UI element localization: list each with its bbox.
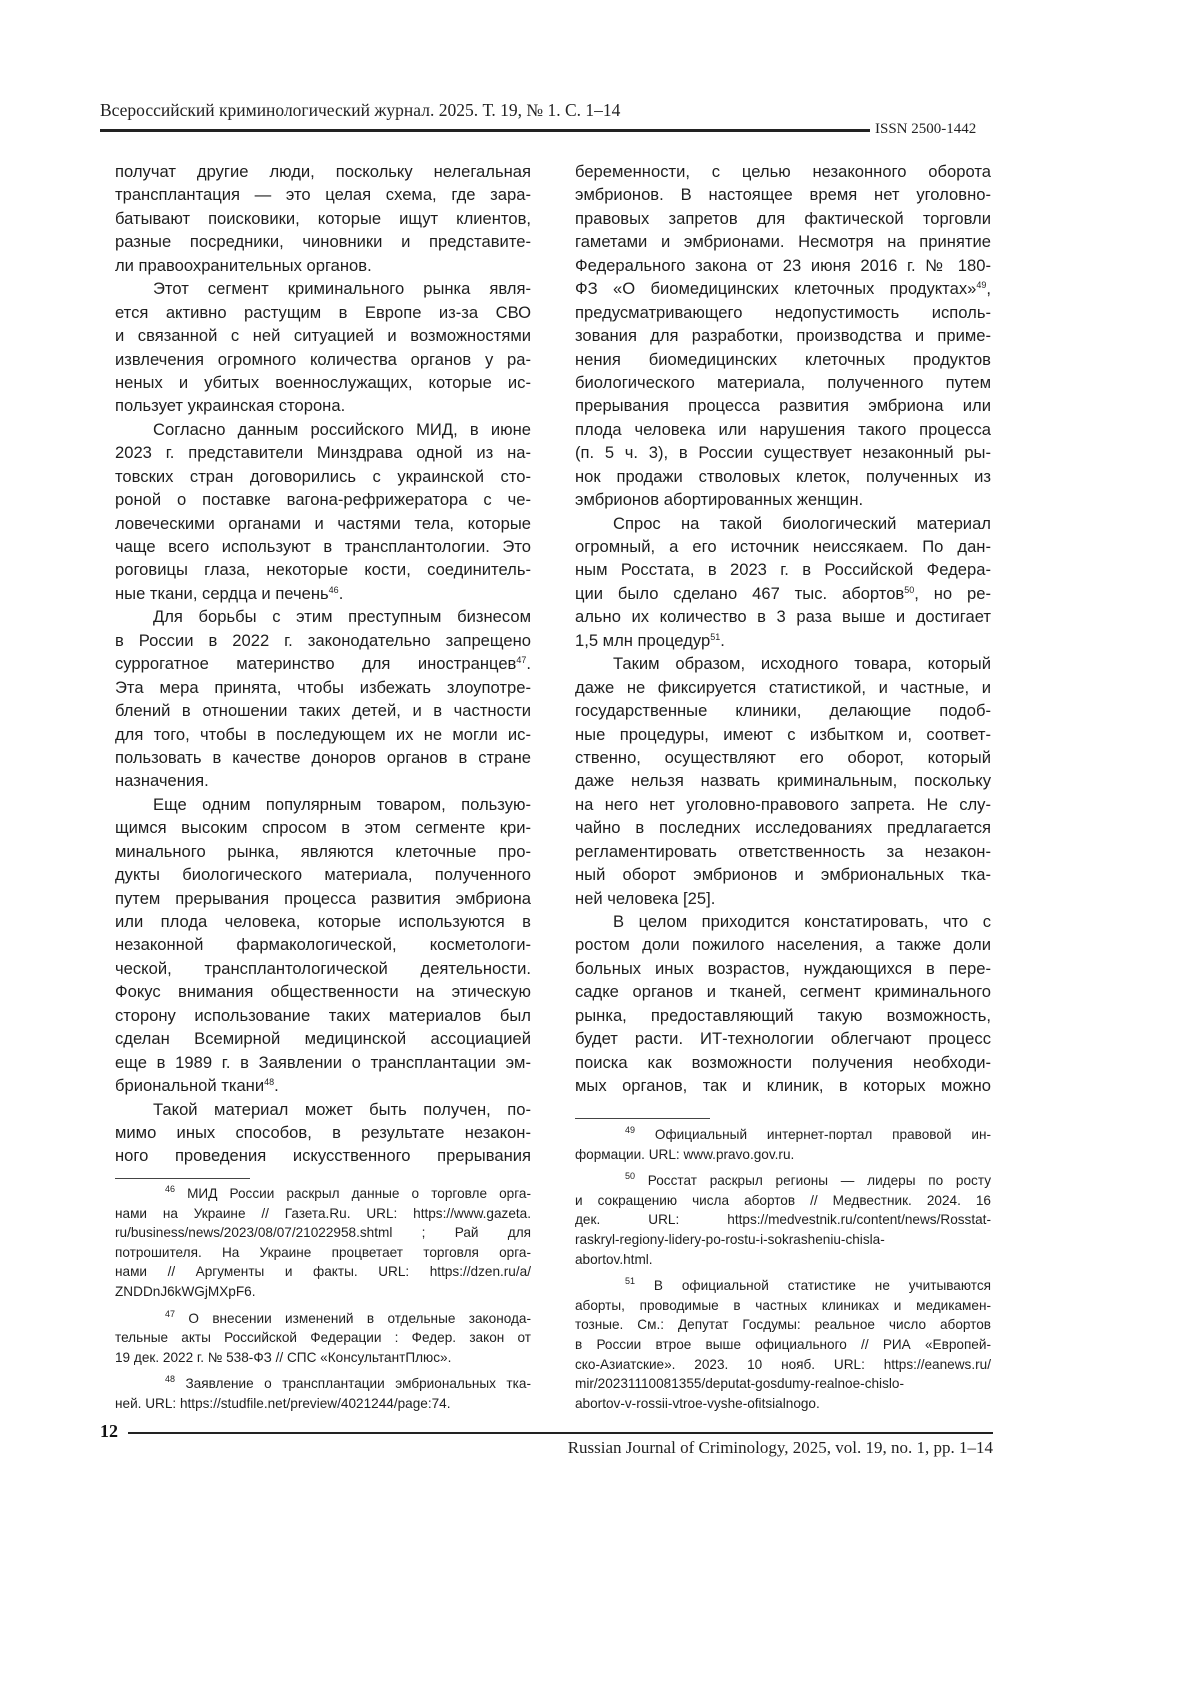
- footnote-line: [115, 1328, 531, 1348]
- text-line: [115, 582, 531, 605]
- footnote-text: abortov-v-rossii-vtroe-vyshe-ofitsialnogo.: [575, 1396, 820, 1411]
- text-line: предусматривающего недопустимость исполь-: [575, 301, 991, 324]
- paragraph: [115, 160, 531, 277]
- journal-footer-title: Russian Journal of Criminology, 2025, vol. 19, no. 1, pp. 1–14: [568, 1438, 993, 1458]
- text-line: путем прерывания процесса развития эмбриона: [115, 887, 531, 910]
- footnote-line: [575, 1250, 991, 1270]
- line-text: ФЗ «О биомедицинских клеточных продуктах»: [575, 279, 976, 298]
- footnote-text: Росстат раскрыл регионы — лидеры по росту: [648, 1173, 991, 1188]
- text-line: ного проведения искусственного прерывания: [115, 1144, 531, 1167]
- line-text: бриональной ткани: [115, 1076, 264, 1095]
- text-line: огромный, а его источник неиссякаем. По дан-: [575, 535, 991, 558]
- text-line: ростом доли пожилого населения, а также доли: [575, 933, 991, 956]
- footnote-text: МИД России раскрыл данные о торговле орга-: [187, 1186, 531, 1201]
- footnote: [575, 1125, 991, 1164]
- text-line: для того, чтобы в последующем их не могли ис-: [115, 723, 531, 746]
- footnote-text: потрошителя. На Украине процветает торговля орга-: [115, 1245, 531, 1260]
- text-line: эмбрионов абортированных женщин.: [575, 488, 991, 511]
- text-line: ли правоохранительных органов.: [115, 254, 531, 277]
- footnote-line: [575, 1191, 991, 1211]
- page-number: 12: [100, 1421, 118, 1442]
- line-text: , но ре-: [914, 584, 991, 603]
- text-line: товских стран договорились с украинской сто-: [115, 465, 531, 488]
- text-line: биологического материала, полученного путем: [575, 371, 991, 394]
- text-line: чаще всего используют в трансплантологии. Это: [115, 535, 531, 558]
- text-line: эмбрионов. В настоящее время нет уголовно-: [575, 183, 991, 206]
- paragraph: [115, 277, 531, 418]
- text-line: В целом приходится констатировать, что с: [575, 910, 991, 933]
- footnote-line: [115, 1204, 531, 1224]
- paragraph: [115, 1098, 531, 1168]
- text-line: 2023 г. представители Минздрава одной из на-: [115, 441, 531, 464]
- footnote-number: 48: [165, 1374, 175, 1384]
- text-line: гаметами и эмбрионами. Несмотря на принятие: [575, 230, 991, 253]
- text-line: трансплантация — это целая схема, где зара-: [115, 183, 531, 206]
- footnote-text: и сокращению числа абортов // Медвестник. 2024. 16: [575, 1193, 991, 1208]
- footnote-line: [575, 1335, 991, 1355]
- footnote: [115, 1184, 531, 1302]
- paragraph: [575, 512, 991, 653]
- paragraph: [115, 605, 531, 793]
- text-line: и связанной с ней ситуацией и возможностями: [115, 324, 531, 347]
- footnote-text: 19 дек. 2022 г. № 538-ФЗ // СПС «КонсультантПлюс».: [115, 1350, 451, 1365]
- paragraph: [575, 652, 991, 910]
- footnote-text: В официальной статистике не учитываются: [654, 1278, 991, 1293]
- line-text: .: [339, 584, 344, 603]
- text-line: [575, 277, 991, 300]
- text-line: больных иных возрастов, нуждающихся в пере-: [575, 957, 991, 980]
- text-line: минального рынка, являются клеточные про-: [115, 840, 531, 863]
- text-line: [575, 582, 991, 605]
- footnote-line: [575, 1145, 991, 1165]
- footer-rule: [128, 1432, 993, 1434]
- text-line: роговицы глаза, некоторые кости, соединитель-: [115, 558, 531, 581]
- text-line: дукты биологического материала, полученного: [115, 863, 531, 886]
- line-text: ции было сделано 467 тыс. абортов: [575, 584, 904, 603]
- footnote-ref: 49: [976, 280, 986, 290]
- footnote-text: Заявление о трансплантации эмбриональных тка-: [185, 1376, 531, 1391]
- footnote-line: [575, 1125, 991, 1145]
- text-line: неных и убитых военнослужащих, которые ис-: [115, 371, 531, 394]
- text-line: Согласно данным российского МИД, в июне: [115, 418, 531, 441]
- text-line: чайно в последних исследованиях предлагается: [575, 816, 991, 839]
- footnote-ref: 51: [710, 632, 720, 642]
- text-line: ется активно растущим в Европе из-за СВО: [115, 301, 531, 324]
- text-line: щимся высоким спросом в этом сегменте кри-: [115, 816, 531, 839]
- paragraph: [575, 160, 991, 512]
- text-line: Фокус внимания общественности на этическую: [115, 980, 531, 1003]
- footnote-text: О внесении изменений в отдельные законода-: [188, 1311, 531, 1326]
- text-line: нения биомедицинских клеточных продуктов: [575, 348, 991, 371]
- footnote-number: 50: [625, 1171, 635, 1181]
- text-line: извлечения огромного количества органов у ра-: [115, 348, 531, 371]
- footnote-text: Официальный интернет-портал правовой ин-: [655, 1127, 991, 1142]
- text-line: мимо иных способов, в результате незакон-: [115, 1121, 531, 1144]
- text-line: еще в 1989 г. в Заявлении о трансплантации эм-: [115, 1051, 531, 1074]
- text-line: сделан Всемирной медицинской ассоциацией: [115, 1027, 531, 1050]
- footnote: [115, 1374, 531, 1413]
- text-line: ные процедуры, имеют с избытком и, соответ-: [575, 723, 991, 746]
- footnote-ref: 46: [329, 585, 339, 595]
- text-line: батывают поисковики, которые ищут клиентов,: [115, 207, 531, 230]
- footnote-text: raskryl-regiony-lidery-po-rostu-i-sokrasheniu-chisla-: [575, 1232, 885, 1247]
- footnote-line: [575, 1315, 991, 1335]
- issn: ISSN 2500-1442: [875, 121, 976, 138]
- text-line: мых органов, так и клиник, в которых можно: [575, 1074, 991, 1097]
- footnote-line: [115, 1309, 531, 1329]
- footnote: [575, 1276, 991, 1413]
- text-line: назначения.: [115, 769, 531, 792]
- footnote-number: 51: [625, 1276, 635, 1286]
- footnote-line: [575, 1276, 991, 1296]
- footnote-number: 47: [165, 1309, 175, 1319]
- text-line: незаконной фармакологической, косметологи-: [115, 933, 531, 956]
- footnote: [115, 1309, 531, 1368]
- footnote-line: [115, 1223, 531, 1243]
- footnote-number: 49: [625, 1125, 635, 1135]
- footnote-line: [115, 1243, 531, 1263]
- paragraph: [115, 793, 531, 1098]
- text-line: нок продажи стволовых клеток, полученных из: [575, 465, 991, 488]
- line-text: .: [274, 1076, 279, 1095]
- footnote-line: [115, 1348, 531, 1368]
- right-column-body: [575, 160, 991, 1098]
- text-line: получат другие люди, поскольку нелегальная: [115, 160, 531, 183]
- text-line: (п. 5 ч. 3), в России существует незаконный ры-: [575, 441, 991, 464]
- footnote-line: [115, 1374, 531, 1394]
- journal-header-title: Всероссийский криминологический журнал. 2025. Т. 19, № 1. С. 1–14: [100, 100, 620, 121]
- footnote-ref: 48: [264, 1077, 274, 1087]
- footnote-text: формации. URL: www.pravo.gov.ru.: [575, 1147, 794, 1162]
- footnote-line: [575, 1394, 991, 1414]
- text-line: сторону использование таких материалов был: [115, 1004, 531, 1027]
- footnote-line: [575, 1296, 991, 1316]
- footnote-text: ско-Азиатские». 2023. 10 нояб. URL: https://eanews.ru/: [575, 1357, 991, 1372]
- left-footnotes: [115, 1184, 531, 1421]
- left-column-body: [115, 160, 531, 1168]
- text-line: ный оборот эмбрионов и эмбриональных тка-: [575, 863, 991, 886]
- text-line: беременности, с целью незаконного оборота: [575, 160, 991, 183]
- footnote-line: [575, 1210, 991, 1230]
- footnote-line: [575, 1374, 991, 1394]
- footnote-text: mir/20231110081355/deputat-gosdumy-realnoe-chislo-: [575, 1376, 904, 1391]
- footnote-text: нами на Украине // Газета.Ru. URL: https://www.gazeta.: [115, 1206, 531, 1221]
- footnote-line: [115, 1262, 531, 1282]
- text-line: блений в отношении таких детей, и в частности: [115, 699, 531, 722]
- footnote-line: [575, 1230, 991, 1250]
- footnote-text: ru/business/news/2023/08/07/21022958.shtml ; Рай для: [115, 1225, 531, 1240]
- footnote-text: ней. URL: https://studfile.net/preview/4021244/page:74.: [115, 1396, 451, 1411]
- footnote-line: [115, 1282, 531, 1302]
- text-line: [115, 652, 531, 675]
- text-line: [115, 1074, 531, 1097]
- text-line: прерывания процесса развития эмбриона или: [575, 394, 991, 417]
- footnote-text: нами // Аргументы и факты. URL: https://dzen.ru/a/: [115, 1264, 531, 1279]
- text-line: [575, 629, 991, 652]
- text-line: роной о поставке вагона-рефрижератора с че-: [115, 488, 531, 511]
- paragraph: [115, 418, 531, 606]
- text-line: на него нет уголовно-правового запрета. Не слу-: [575, 793, 991, 816]
- text-line: правовых запретов для фактической торговли: [575, 207, 991, 230]
- footnote-line: [575, 1355, 991, 1375]
- footnote-text: ZNDDnJ6kWGjMXpF6.: [115, 1284, 255, 1299]
- footnote-text: abortov.html.: [575, 1252, 653, 1267]
- footnote-ref: 47: [516, 655, 526, 665]
- text-line: ней человека [25].: [575, 887, 991, 910]
- text-line: зования для разработки, производства и приме-: [575, 324, 991, 347]
- footnote-line: [115, 1184, 531, 1204]
- line-text: суррогатное материнство для иностранцев: [115, 654, 516, 673]
- text-line: Еще одним популярным товаром, пользую-: [115, 793, 531, 816]
- text-line: или плода человека, которые используются в: [115, 910, 531, 933]
- text-line: разные посредники, чиновники и представите-: [115, 230, 531, 253]
- text-line: Для борьбы с этим преступным бизнесом: [115, 605, 531, 628]
- text-line: пользовать в качестве доноров органов в стране: [115, 746, 531, 769]
- left-footnote-rule: [115, 1178, 250, 1179]
- text-line: плода человека или нарушения такого процесса: [575, 418, 991, 441]
- text-line: Спрос на такой биологический материал: [575, 512, 991, 535]
- right-footnote-rule: [575, 1118, 710, 1119]
- footnote-text: тельные акты Российской Федерации : Федер. закон от: [115, 1330, 531, 1345]
- text-line: ческой, трансплантологической деятельности.: [115, 957, 531, 980]
- line-text: ные ткани, сердца и печень: [115, 584, 329, 603]
- text-line: садке органов и тканей, сегмент криминального: [575, 980, 991, 1003]
- footnote-text: в России втрое выше официального // РИА «Европей-: [575, 1337, 991, 1352]
- line-text: ,: [986, 279, 991, 298]
- footnote-text: тозные. См.: Депутат Госдумы: реальное число абортов: [575, 1317, 991, 1332]
- text-line: государственные клиники, делающие подоб-: [575, 699, 991, 722]
- footnote-text: аборты, проводимые в частных клиниках и медикамен-: [575, 1298, 991, 1313]
- line-text: .: [526, 654, 531, 673]
- footnote-ref: 50: [904, 585, 914, 595]
- text-line: будет расти. ИТ-технологии облегчают процесс: [575, 1027, 991, 1050]
- footnote: [575, 1171, 991, 1269]
- right-footnotes: [575, 1125, 991, 1420]
- text-line: ловеческими органами и частями тела, которые: [115, 512, 531, 535]
- paragraph: [575, 910, 991, 1098]
- footnote-line: [115, 1394, 531, 1414]
- footnote-line: [575, 1171, 991, 1191]
- text-line: Федерального закона от 23 июня 2016 г. № 180-: [575, 254, 991, 277]
- text-line: пользует украинская сторона.: [115, 394, 531, 417]
- text-line: Этот сегмент криминального рынка явля-: [115, 277, 531, 300]
- text-line: рынка, предоставляющий такую возможность,: [575, 1004, 991, 1027]
- text-line: Эта мера принята, чтобы избежать злоупотре-: [115, 676, 531, 699]
- line-text: .: [720, 631, 725, 650]
- text-line: ственно, осуществляют его оборот, который: [575, 746, 991, 769]
- text-line: даже не фиксируется статистикой, и частные, и: [575, 676, 991, 699]
- text-line: Такой материал может быть получен, по-: [115, 1098, 531, 1121]
- text-line: поиска как возможности получения необходи-: [575, 1051, 991, 1074]
- header-rule: [100, 129, 870, 132]
- text-line: даже нельзя назвать криминальным, поскольку: [575, 769, 991, 792]
- text-line: регламентировать ответственность за незакон-: [575, 840, 991, 863]
- footnote-text: дек. URL: https://medvestnik.ru/content/news/Rosstat-: [575, 1212, 991, 1227]
- text-line: Таким образом, исходного товара, который: [575, 652, 991, 675]
- text-line: в России в 2022 г. законодательно запрещено: [115, 629, 531, 652]
- text-line: ным Росстата, в 2023 г. в Российской Федера-: [575, 558, 991, 581]
- line-text: 1,5 млн процедур: [575, 631, 710, 650]
- text-line: ально их количество в 3 раза выше и достигает: [575, 605, 991, 628]
- footnote-number: 46: [165, 1184, 175, 1194]
